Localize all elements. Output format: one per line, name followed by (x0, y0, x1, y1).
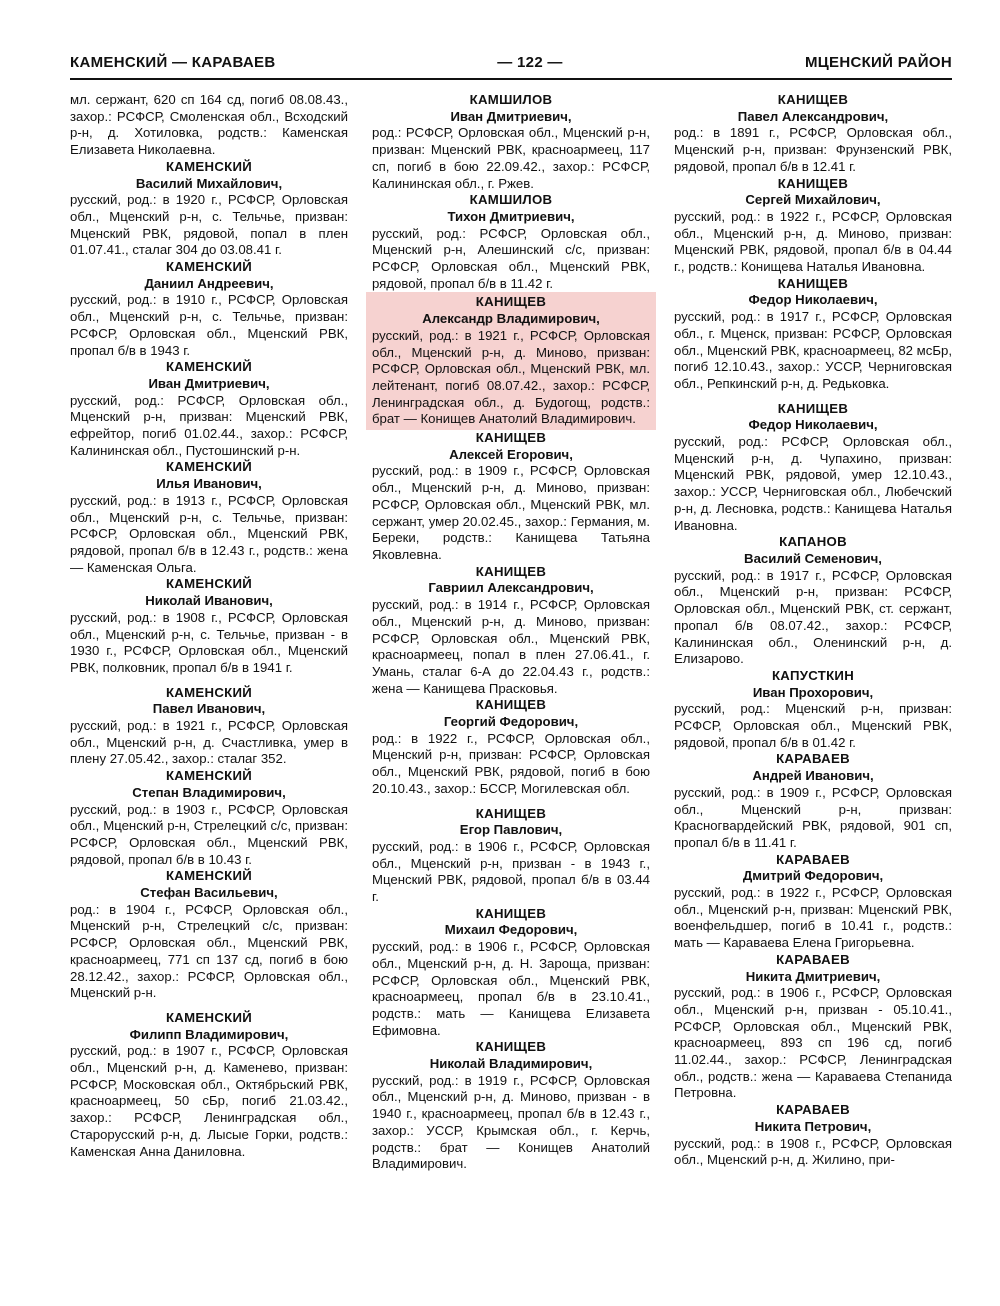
surname: КАМЕНСКИЙ (165, 158, 253, 174)
given-name: Николай Иванович, (145, 593, 273, 609)
surname: КАНИЩЕВ (475, 805, 547, 821)
entry (372, 906, 650, 1040)
surname: КАМЕНСКИЙ (165, 868, 253, 884)
entry (372, 430, 650, 564)
surname: КАРАВАЕВ (776, 1102, 850, 1118)
surname: КАНИЩЕВ (475, 563, 547, 579)
entry (70, 685, 348, 769)
given-name: Филипп Владимирович, (129, 1026, 289, 1042)
entry (674, 952, 952, 1102)
page-header (70, 50, 952, 78)
header-left: КАМЕНСКИЙ — КАРАВАЕВ (70, 54, 276, 71)
surname: КАНИЩЕВ (777, 275, 849, 291)
entry (70, 576, 348, 676)
given-name: Сергей Михайлович, (745, 192, 881, 208)
entry (372, 1039, 650, 1173)
bio-text: род.: в 1922 г., РСФСР, Орловская обл., Мценский р-н, призван: РСФСР, Орловская обл., Мценский РВК, рядовой, погиб в бою 20.10.43., захор.: БССР, Могилевская обл. (372, 730, 650, 796)
given-name: Александр Владимирович, (422, 311, 600, 327)
surname: КАМЕНСКИЙ (165, 359, 253, 375)
entry (674, 668, 952, 752)
column-2 (372, 92, 650, 1173)
entry (674, 1102, 952, 1169)
given-name: Стефан Васильевич, (140, 885, 278, 901)
surname: КАМШИЛОВ (469, 92, 553, 107)
column-3 (674, 92, 952, 1169)
given-name: Иван Прохорович, (752, 684, 874, 700)
bio-text: русский, род.: в 1903 г., РСФСР, Орловская обл., Мценский р-н, Стрелецкий с/с, призван: РСФСР, Орловская обл., Мценский РВК, рядовой, пропал б/в в 10.43 г. (70, 801, 348, 867)
entry (674, 852, 952, 952)
bio-text: русский, род.: в 1906 г., РСФСР, Орловская обл., Мценский р-н, д. Н. Зароща, призван: РСФСР, Орловская обл., Мценский РВК, красноармеец, пропал б/в в 23.10.41., родств.: мать — Канищева Елизавета Ефимовна. (372, 939, 650, 1038)
bio-text: русский, род.: в 1909 г., РСФСР, Орловская обл., Мценский р-н, д. Миново, призван: РСФСР, Орловская обл., Мценский РВК, мл. сержант, умер 20.02.45., захор.: Германия, м. Береки, родств.: Канищева Татьяна Яковлевна. (372, 463, 650, 562)
entry (70, 1010, 348, 1160)
bio-text: русский, род.: в 1917 г., РСФСР, Орловская обл., г. Мценск, призван: РСФСР, Орловская обл., Мценский РВК, красноармеец, 82 мсБр, погиб 12.10.43., захор.: УССР, Черниговская обл., Репкинский р-н, д. Редьковка. (674, 309, 952, 391)
given-name: Михаил Федорович, (444, 922, 578, 938)
page-number: — 122 — (497, 54, 563, 71)
given-name: Никита Петрович, (754, 1118, 872, 1134)
bio-text: русский, род.: Мценский р-н, призван: РСФСР, Орловская обл., Мценский РВК, рядовой, пропал б/в в 01.42 г. (674, 701, 952, 750)
entry (70, 259, 348, 359)
surname: КАМЕНСКИЙ (165, 1009, 253, 1025)
bio-text: род.: РСФСР, Орловская обл., Мценский р-н, призван: Мценский РВК, красноармеец, 117 сп, погиб в бою 22.09.42., захор.: РСФСР, Калининская обл., г. Ржев. (372, 125, 650, 191)
bio-text: русский, род.: в 1906 г., РСФСР, Орловская обл., Мценский р-н, призван - 05.10.41., РСФСР, Орловская обл., Мценский РВК, красноармеец, 893 сп 196 сд, погиб 11.02.44., захор.: РСФСР, Ленинградская обл., родств.: жена — Караваева Степанида Петровна. (674, 985, 952, 1101)
header-right: МЦЕНСКИЙ РАЙОН (804, 54, 952, 71)
bio-text: русский, род.: РСФСР, Орловская обл., Мценский р-н, Алешинский с/с, призван: РСФСР, Орловская обл., Мценский РВК, рядовой, пропал б/в в 11.42 г. (372, 225, 650, 291)
surname: КАМЕНСКИЙ (165, 684, 253, 700)
given-name: Дмитрий Федорович, (742, 868, 884, 884)
column-1 (70, 92, 348, 1160)
bio-text: русский, род.: РСФСР, Орловская обл., Мценский р-н, призван: Мценский РВК, ефрейтор, погиб 01.02.44., захор.: РСФСР, Калининская обл., Пустошинский р-н. (70, 392, 348, 458)
bio-text: русский, род.: в 1908 г., РСФСР, Орловская обл., Мценский р-н, д. Жилино, при- (674, 1135, 952, 1168)
given-name: Алексей Егорович, (449, 446, 573, 462)
bio-text: русский, род.: в 1922 г., РСФСР, Орловская обл., Мценский р-н, д. Миново, призван: Мценский РВК, рядовой, пропал б/в в 04.44 г., родств.: Конищева Наталья Ивановна. (674, 208, 952, 275)
given-name: Тихон Дмитриевич, (447, 208, 575, 224)
surname: КАМЕНСКИЙ (165, 576, 253, 592)
entry (372, 697, 650, 797)
entry (70, 459, 348, 576)
entry (372, 92, 650, 192)
surname: КАНИЩЕВ (475, 430, 547, 446)
surname: КАРАВАЕВ (776, 951, 850, 967)
bio-text: русский, род.: в 1913 г., РСФСР, Орловская обл., Мценский р-н, с. Тельчье, призван: РСФСР, Орловская обл., Мценский РВК, рядовой, пропал б/в в 12.43 г., родств.: жена — Каменская Ольга. (70, 492, 348, 575)
surname: КАРАВАЕВ (776, 851, 850, 867)
entry (674, 534, 952, 668)
entry (674, 176, 952, 276)
bio-text: русский, род.: в 1920 г., РСФСР, Орловская обл., Мценский р-н, с. Тельчье, призван: Мценский РВК, рядовой, попал в плен 01.07.41., сталаг 304 до 03.08.41 г. (70, 192, 348, 258)
given-name: Даниил Андреевич, (144, 275, 274, 291)
given-name: Федор Николаевич, (748, 292, 878, 308)
given-name: Федор Николаевич, (748, 417, 878, 433)
highlighted-entry (366, 292, 656, 430)
surname: КАНИЩЕВ (777, 175, 849, 191)
given-name: Василий Михайлович, (135, 175, 283, 191)
bio-text: русский, род.: в 1914 г., РСФСР, Орловская обл., Мценский р-н, д. Миново, призван: РСФСР, Орловская обл., Мценский РВК, красноармеец, попал в плен 27.06.41., г. Умань, сталаг 6-А до 22.04.43 г., родств.: жена — Канищева Прасковья. (372, 597, 650, 696)
entry (674, 276, 952, 393)
bio-text: русский, род.: в 1907 г., РСФСР, Орловская обл., Мценский р-н, д. Каменево, призван: РСФСР, Московская обл., Октябрьский РВК, красноармеец, 50 сБр, погиб 21.03.42., захор.: РСФСР, Ленинградская обл., Старорусский р-н, д. Лысые Горки, родств.: Каменская Анна Даниловна. (70, 1043, 348, 1159)
surname: КАПАНОВ (779, 534, 847, 550)
surname: КАНИЩЕВ (777, 92, 849, 107)
entry (372, 192, 650, 292)
bio-text: русский, род.: в 1921 г., РСФСР, Орловская обл., Мценский р-н, д. Счастливка, умер в плену 27.05.42., захор.: сталаг 352. (70, 718, 348, 767)
bio-text: русский, род.: в 1919 г., РСФСР, Орловская обл., Мценский р-н, д. Миново, призван - в 1940 г., красноармеец, пропал б/в в 12.43 г., захор.: УССР, Крымская обл., г. Керчь, родств.: брат — Конищев Анатолий Владимирович. (372, 1072, 650, 1172)
entry (674, 401, 952, 535)
surname: КАМЕНСКИЙ (165, 768, 253, 784)
bio-text: русский, род.: в 1922 г., РСФСР, Орловская обл., Мценский р-н, призван: Мценский РВК, военфельдшер, погиб в 10.41 г., родств.: мать — Караваева Елена Григорьевна. (674, 885, 952, 951)
bio-text: русский, род.: в 1917 г., РСФСР, Орловская обл., Мценский р-н, призван: РСФСР, Орловская обл., Мценский РВК, ст. сержант, пропал б/в 08.07.42., захор.: РСФСР, Калининская обл., Оленинский р-н, д. Елизарово. (674, 567, 952, 667)
given-name: Илья Иванович, (156, 476, 262, 492)
bio-text: русский, род.: в 1921 г., РСФСР, Орловская обл., Мценский р-н, д. Миново, призван: РСФСР, Орловская обл., Мценский РВК, мл. лейтенант, погиб 08.07.42., захор.: РСФСР, Ленинградская обл., д. Будогощ, родств.: брат — Конищев Анатолий Владимирович. (372, 327, 650, 427)
surname: КАНИЩЕВ (475, 294, 547, 310)
bio-text: русский, род.: в 1909 г., РСФСР, Орловская обл., Мценский р-н, призван: Красногвардейский РВК, рядовой, 901 сп, пропал б/в в 11.41 г. (674, 784, 952, 850)
surname: КАПУСТКИН (771, 667, 855, 683)
given-name: Степан Владимирович, (132, 784, 286, 800)
bio-text: русский, род.: в 1910 г., РСФСР, Орловская обл., Мценский р-н, с. Тельчье, призван: РСФСР, Орловская обл., Мценский РВК, пропал б/в в 1943 г. (70, 292, 348, 358)
given-name: Павел Иванович, (152, 701, 266, 717)
bio-text: род.: в 1904 г., РСФСР, Орловская обл., Мценский р-н, Стрелецкий с/с, призван: РСФСР, Орловская обл., Мценский РВК, красноармеец, 771 сп 137 сд, погиб в бою 28.12.42., захор.: РСФСР, Орловская обл., Мценский р-н. (70, 901, 348, 1001)
surname: КАМЕНСКИЙ (165, 459, 253, 475)
bio-text: русский, род.: в 1906 г., РСФСР, Орловская обл., Мценский р-н, призван - в 1943 г., Мценский РВК, рядовой, пропал б/в в 03.44 г. (372, 838, 650, 905)
given-name: Николай Владимирович, (429, 1056, 593, 1072)
surname: КАНИЩЕВ (777, 400, 849, 416)
entry (674, 751, 952, 851)
entry (372, 564, 650, 698)
surname: КАНИЩЕВ (475, 697, 547, 713)
given-name: Иван Дмитриевич, (148, 375, 270, 391)
entry (70, 868, 348, 1002)
entry (70, 768, 348, 868)
entry (674, 92, 952, 176)
given-name: Никита Дмитриевич, (745, 968, 881, 984)
entry (70, 359, 348, 459)
header-rule (70, 78, 952, 80)
given-name: Егор Павлович, (459, 822, 563, 838)
surname: КАМЕНСКИЙ (165, 259, 253, 275)
given-name: Павел Александрович, (737, 108, 889, 124)
surname: КАНИЩЕВ (475, 1039, 547, 1055)
bio-text: русский, род.: РСФСР, Орловская обл., Мценский р-н, д. Чупахино, призван: Мценский РВК, рядовой, умер 12.10.43., захор.: УССР, Черниговская обл., Любечский р-н, д. Лесновка, родств.: Канищева Наталья Ивановна. (674, 434, 952, 533)
given-name: Иван Дмитриевич, (450, 108, 572, 124)
surname: КАРАВАЕВ (776, 751, 850, 767)
surname: КАНИЩЕВ (475, 905, 547, 921)
given-name: Андрей Иванович, (752, 768, 874, 784)
bio-text: род.: в 1891 г., РСФСР, Орловская обл., Мценский р-н, призван: Фрунзенский РВК, рядовой, пропал б/в в 12.41 г. (674, 125, 952, 174)
given-name: Василий Семенович, (744, 550, 882, 566)
bio-text: русский, род.: в 1908 г., РСФСР, Орловская обл., Мценский р-н, с. Тельчье, призван - в 1930 г., РСФСР, Орловская обл., Мценский РВК, полковник, пропал б/в в 1941 г. (70, 609, 348, 675)
continuation-text: мл. сержант, 620 сп 164 сд, погиб 08.08.43., захор.: РСФСР, Смоленская обл., Всходский р-н, д. Хотиловка, родств.: Каменская Елизавета Николаевна. (70, 92, 348, 158)
given-name: Георгий Федорович, (443, 714, 579, 730)
given-name: Гавриил Александрович, (428, 580, 594, 596)
entry (70, 159, 348, 259)
entry (372, 806, 650, 906)
surname: КАМШИЛОВ (469, 192, 553, 208)
